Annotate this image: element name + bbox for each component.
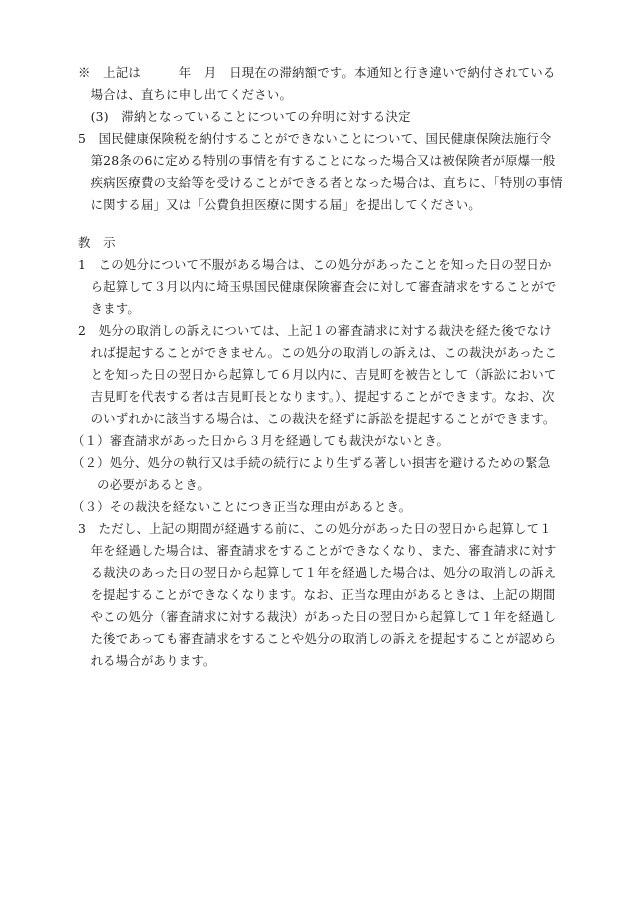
line-kyouji-2-4: 吉見町を代表する者は吉見町長となります。）、提起することができます。なお、次: [78, 389, 555, 404]
line-kyouji-3-7: れる場合があります。: [78, 653, 216, 668]
line-kyouji-2-2: れば提起することができません。この処分の取消しの訴えは、この裁決があったこ: [78, 345, 558, 360]
line-kyouji-1-2: ら起算して３月以内に埼玉県国民健康保険審査会に対して審査請求をすることがで: [78, 279, 557, 294]
line-kyouji-3-4: を提起することができなくなります。なお、正当な理由があるときは、上記の期間: [78, 587, 556, 602]
line-item-5-2: 第28条の6に定める特別の事情を有することになった場合又は被保険者が原爆一般: [78, 153, 556, 168]
line-kyouji-3-2: 年を経過した場合は、審査請求をすることができなくなり、また、審査請求に対す: [78, 543, 557, 558]
line-sub-1: （１）審査請求があった日から３月を経過しても裁決がないとき。: [72, 433, 450, 448]
line-sub-2-1: （２）処分、処分の執行又は手続の続行により生ずる著しい損害を避けるための緊急: [72, 455, 551, 470]
line-kyouji-2-1: 2 処分の取消しの訴えについては、上記１の審査請求に対する裁決を経た後でなけ: [78, 323, 552, 338]
line-kyouji-1-3: きます。: [78, 301, 140, 316]
kyouji-heading: 教 示: [78, 235, 116, 250]
line-kyouji-3-3: る裁決のあった日の翌日から起算して１年を経過した場合は、処分の取消しの訴え: [78, 565, 557, 580]
line-sub-2-2: の必要があるとき。: [72, 477, 211, 492]
line-kyouji-2-5: のいずれかに該当する場合は、この裁決を経ずに訴訟を提起することができます。: [78, 411, 556, 426]
line-kyouji-1-1: 1 この処分について不服がある場合は、この処分があったことを知った日の翌日か: [78, 257, 552, 272]
line-kyouji-3-6: た後であっても審査請求をすることや処分の取消しの訴えを提起することが認めら: [78, 631, 557, 646]
line-item-5-1: 5 国民健康保険税を納付することができないことについて、国民健康保険法施行令: [78, 131, 552, 146]
line-kyouji-2-3: とを知った日の翌日から起算して６月以内に、吉見町を被告として（訴訟において: [78, 367, 557, 382]
line-item-5-3: 疾病医療費の支給等を受けることができる者となった場合は、直ちに、「特別の事情: [78, 175, 563, 190]
line-sub-3: （３）その裁決を経ないことにつき正当な理由があるとき。: [72, 499, 412, 514]
line-note-1: ※ 上記は 年 月 日現在の滞納額です。本通知と行き違いで納付されている: [78, 65, 556, 80]
line-item-5-4: に関する届」又は「公費負担医療に関する届」を提出してください。: [78, 197, 481, 212]
line-kyouji-3-5: やこの処分（審査請求に対する裁決）があった日の翌日から起算して１年を経過し: [78, 609, 557, 624]
line-kyouji-3-1: 3 ただし、上記の期間が経過する前に、この処分があった日の翌日から起算して１: [78, 521, 552, 536]
line-section-3-heading: (3) 滞納となっていることについての弁明に対する決定: [78, 109, 411, 124]
line-note-2: 場合は、直ちに申し出てください。: [78, 87, 293, 102]
